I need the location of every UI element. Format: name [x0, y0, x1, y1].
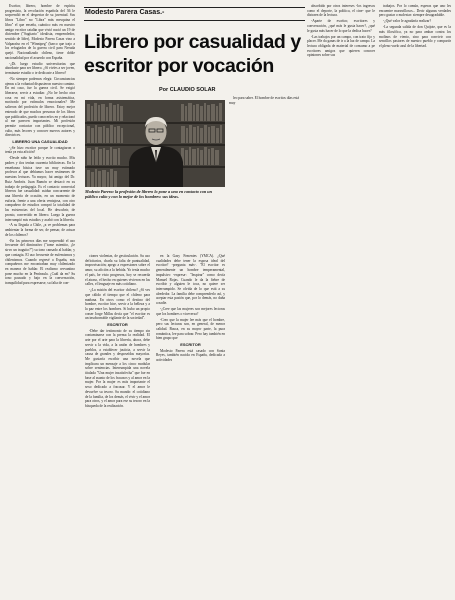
kicker-rule: [84, 7, 305, 8]
paragraph: ciones violentas, de gesticulación. Su uso deficitarios, charla su falta de puntualidad, improvisación; apego a expresiones sobre el amor, su afición a la bebida. Yo tenía mucho el país, he visto progresos, hoy se recuerda el atraso, el hecho en quienes vivieron en las calles, el lenguaje en más cotidiano.: [85, 254, 150, 287]
paragraph: -¿Qué valor le agradaría realizar?: [383, 19, 432, 24]
paragraph: leo para saber. El hombre de escritos días está muy: [229, 96, 299, 105]
subheading: ESCRITOR: [107, 322, 128, 328]
article-column-1: [5, 4, 75, 596]
paragraph: -Debe dar testimonio de su tiempo sin contaminarse con la prensa la realidad. El arte por el arte para la librería, ahora, debe servir a la vida, a la unión de hombres y pueblos, a establecer justicia, a servir la causa de grandes y desposeídas mayorías. Me gustaría escribir una novela que implicara un mensaje a los cinco modular sobre sentencias. Interrumpida una novela titulada "Una mujer insatisfecha" que fue en base al asunto de los fracasos y al amor en la mujer. Por la mujer es más importante el sexo dedicado a fracasar. Y el amor le devuelve su tesoro. Su mundo: el cotidiano de la familia, de los demás, el vivir y el amor para otros, y el amor para ese su tesoro en la búsqueda de la realización.: [85, 328, 150, 408]
article-headline: Librero por casualidad y escritor por vocación: [84, 31, 301, 77]
paragraph: absorbido por otros intereses -los ingresos como el deporte, la política, el cine- que le distraen de la lectura.: [307, 4, 375, 18]
paragraph: -¿Di. luego estudio universitarias que abordaste para ser librero. ¿Sí vivíes a ser joven, terminaste estudio o te dedicaste a librero?: [5, 61, 75, 76]
bookshelf-portrait-image: [85, 100, 225, 187]
paragraph: -En los primeros días me sorprendió el uso frecuente del diminutivo ("tome asientito, ¿le sirvo un traguito?") su tono cansado al hablar, y que contagia. El uso frecuente de eufemismos y chilenismos. Cuando regresé a España, mis compañeros me encontraban muy chilenizado en manera de hablar. El realismo cervantino pone mucho en la Península. ¿Cuál da en? Su tono pausado y bajo en la conversación, tranquilidad para expresarse, su falta de con-: [5, 238, 75, 286]
kicker-rule-bottom: [84, 20, 305, 21]
article-byline: Por CLAUDIO SOLAR: [159, 87, 216, 93]
paragraph: trabajos. Por lo común, esperas que uno les encuentre maravillosos... Decir algunas verdades pero gustar o molestar: siempre desagradable.: [379, 4, 451, 18]
paragraph: -¿Cree que las mujeres son mejores lectoras que los hombres o viceversa?: [156, 306, 225, 316]
paragraph: -Desde niño he leído y escrito mucho. Mis padres y tíos tenían cuarenta bibliotecas. En la enseñanza básica tuve un muy estimado profesor al que debíamos hacer resúmenes de nuestras lecturas. Ya mayor, fui amigo del Dr. Ruiz Ambrós. Juan Ramón se destacó en su trabajo de pedagogía. Es el contacto comercial libreros fue casualidad: asiduo concurrente de una librería de ocasión, en un momento de euforia, frente a una oferta ventajosa, con otro compañero de estudios compró la totalidad de las existencias del local. He descubrir, de pronto, convertido en librero. Luego la guerra interrumpió mis estudios y acabó con la librería.: [5, 156, 75, 222]
article-kicker: Modesto Parera Casas.-: [85, 9, 165, 16]
article-column-6: [379, 4, 451, 144]
paragraph: -La segunda salida de don Quijote, que es la más filosófica, ya no para ambar contra los molinos de viento, sino para convivir con sencillos pastores de nuestro pueblo y compartir el pleno vuelo azul de la libertad.: [379, 25, 451, 48]
article-column-4: [229, 96, 299, 596]
article-column-2: [85, 254, 150, 596]
paragraph: -Las trabajos por un campo, con trato fijo y placer. Me da ganas de ir a la luz de campo. La lectura obligada de material de consumo a pe escritores amigos que quieren conocer opiniones sobre sus: [307, 34, 375, 58]
photo-caption: Modesto Parera: la profesión de librero lo pone a uno en contacto con un público culto y con lo mejor de los hombres: sus ideas.: [85, 189, 212, 199]
subheading: LIBRERO UNA CASUALIDAD: [12, 139, 68, 145]
subheading: ESCRITOR: [180, 342, 201, 348]
article-column-5: [307, 4, 375, 144]
paragraph: -¿Se hizo escritor porque le contagiaron o tenía ya esta afición?: [5, 145, 75, 155]
paragraph: -¿La misión del escritor chileno? ¿Sí ves que cálido el tiempo que el chileno para mañana. En otros como el destino del hombre, escritor hice, servir a la belleza y a la paz entre los hombres. Si hubo un propio craser Jorge Millas decía que "el escritor es un insobornable vigilante de la sociedad".: [85, 288, 150, 321]
paragraph: Escritor, librero, hombre de espíritu progresista, la revolución española del 36 le sorprendió en el despertar de su juventud. Sus libros "Libro" no "Libra" más mesquina el libro" el que enseña, cuántico más en nuestro amigo escritor catalán que vivió nació un 19 de diciembre ("Sagitario" idealista, emprendedor, sentido de líder), Modesto Parera Casas vino a Valparaíso en el "Winnipeg" (barco que trajo a los refugiados de la guerra civil para Neruda quejó. Nacionalizado chileno, tiene doble nacionalidad por el acuerdo con España.: [5, 4, 75, 60]
paragraph: -Creo que la mujer lee más que el hombre, pero sus lecturas son, en general, de menor calidad. Busca, en su mayor parte, la pura romántica, lee para sobrar. Pero hay también en bien grupo que: [156, 317, 225, 341]
paragraph: -A su llegada a Chile, ¿a ve problemas para ambientar la forma de ser, de pensar, de actuar de los chilenos?: [5, 223, 75, 237]
author-photo: [85, 100, 225, 187]
article-column-3: [156, 254, 225, 596]
paragraph: -Aparte de escritor, escritores y conversación, ¿qué más le gusta hacer?, ¿qué le gusta más hacer de lo que la dedica hacer?: [307, 19, 375, 33]
paragraph: en la Gasy Frmentes (YMCA). ¿Qué cualidades debe tener la esposa ideal del escritor? -pregunta más-. "El escritor es generalmente un hombre temperamental, impulsivo -expresa-. "Inspirar" como decía Manuel Rojas. Cuando le da la fiebre de escribir y alguien le toca, no quiere ser interrumpido. Se olvida de lo que está a su alrededor. La familia debe comprenderlo así, y aceptar esta pasión que, por lo demás, no daña a nadie.: [156, 254, 225, 306]
paragraph: -No siempre podemos elegir. Circunstancias ajenas a la voluntad dispusieron nuestro camino. En mi caso, fue la guerra civil. Se exigió liberarse, servir a estudiar. ¿No he hecho otra cosa en mi vida, en forma asistemática, motivado por estímulos emocionales? Me salieron del profesión de librero. Estoy mejor enterado de que muchos personas de los libros que publicados, puedo conocerlos en y relacionó al me parecen importantes. Mi profesión permite contactar con público excepcional, culto, más lecores y conocer nuevos autores y directrices.: [5, 76, 75, 138]
paragraph: Modesto Parera está casado con Sonia Reyes, también nacida en España, dedicada a actividades: [156, 348, 225, 363]
